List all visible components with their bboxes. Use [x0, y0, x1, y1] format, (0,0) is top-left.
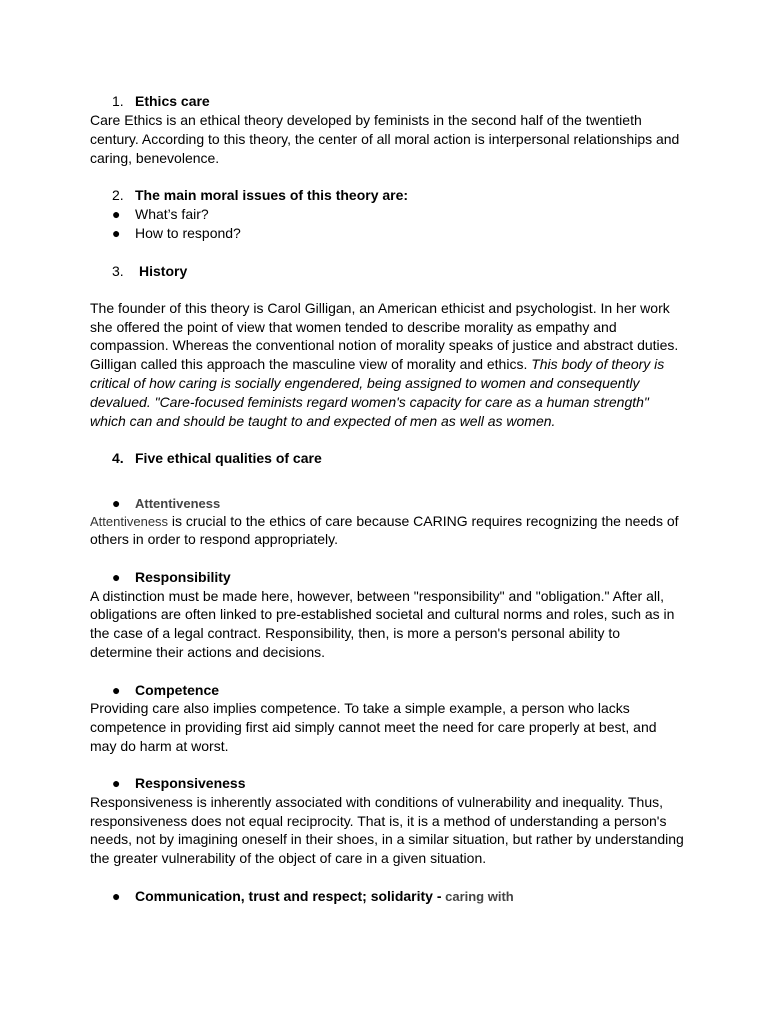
section-number: 2.	[112, 187, 124, 203]
section-title: Five ethical qualities of care	[135, 450, 322, 466]
paragraph-line: responsiveness does not equal reciprocity. That is, it is a method of understanding a person's	[90, 813, 667, 829]
quality-heading	[112, 774, 246, 792]
paragraph-line: determine their actions and decisions.	[90, 644, 326, 660]
list-item-text: What’s fair?	[135, 206, 209, 222]
paragraph-line: Providing care also implies competence. To take a simple example, a person who lacks	[90, 700, 630, 716]
quality-title: Responsibility	[135, 569, 231, 585]
paragraph-line: needs, not by imagining oneself in their shoes, in a similar situation, but rather by understanding	[90, 831, 684, 847]
italic-quote-line: which can and should be taught to and expected of men as well as women.	[90, 413, 556, 429]
quality-heading	[112, 568, 231, 586]
bullet-icon: ●	[112, 682, 121, 698]
bullet-icon: ●	[112, 206, 121, 222]
quality-heading	[112, 887, 514, 906]
paragraph-line: the case of a legal contract. Responsibility, then, is more a person's personal ability to	[90, 625, 621, 641]
section-number: 1.	[112, 93, 124, 109]
quality-title: Communication, trust and respect; solidarity -	[135, 888, 442, 904]
bullet-icon: ●	[112, 775, 121, 791]
paragraph-line: competence in providing first aid simply cannot meet the need for care properly at best, and	[90, 719, 657, 735]
paragraph-line: may do harm at worst.	[90, 738, 229, 754]
quality-title-tail: caring with	[441, 889, 514, 904]
bullet-icon: ●	[112, 888, 121, 904]
section-1-heading	[112, 92, 210, 110]
section-title: Ethics care	[135, 93, 210, 109]
paragraph-line: A distinction must be made here, however, between "responsibility" and "obligation." After all,	[90, 588, 664, 604]
section-2-heading	[112, 186, 408, 204]
paragraph-line: The founder of this theory is Carol Gilligan, an American ethicist and psychologist. In her work	[90, 300, 670, 316]
section-title: The main moral issues of this theory are:	[135, 187, 409, 203]
paragraph-line: compassion. Whereas the conventional notion of morality speaks of justice and abstract duties.	[90, 337, 679, 353]
quality-heading	[112, 494, 220, 513]
paragraph-line: Responsiveness is inherently associated with conditions of vulnerability and inequality. Thus,	[90, 794, 664, 810]
quality-lead-term: Attentiveness	[90, 514, 169, 529]
list-item	[112, 224, 241, 242]
quality-title: Attentiveness	[135, 496, 221, 511]
paragraph-line: she offered the point of view that women tended to describe morality as empathy and	[90, 319, 617, 335]
paragraph-line	[90, 512, 679, 531]
paragraph-line: century. According to this theory, the center of all moral action is interpersonal relationships and	[90, 131, 680, 147]
paragraph-line: others in order to respond appropriately.	[90, 531, 338, 547]
paragraph-line: obligations are often linked to pre-established societal and cultural norms and roles, such as in	[90, 606, 675, 622]
paragraph-line: caring, benevolence.	[90, 150, 220, 166]
italic-quote-line: devalued. "Care-focused feminists regard women's capacity for care as a human strength"	[90, 394, 649, 410]
bullet-icon: ●	[112, 569, 121, 585]
list-item	[112, 205, 209, 223]
paragraph-line: the greater vulnerability of the object of care in a given situation.	[90, 850, 487, 866]
section-number: 4.	[112, 450, 124, 466]
paragraph-text: Gilligan called this approach the masculine view of morality and ethics.	[90, 356, 532, 372]
paragraph-line	[90, 355, 664, 373]
bullet-icon: ●	[112, 225, 121, 241]
section-number: 3.	[112, 263, 124, 279]
list-item-text: How to respond?	[135, 225, 241, 241]
bullet-icon: ●	[112, 495, 121, 511]
section-4-heading	[112, 449, 322, 467]
quality-title: Responsiveness	[135, 775, 246, 791]
section-title: History	[139, 263, 188, 279]
quality-title: Competence	[135, 682, 220, 698]
italic-quote-line: critical of how caring is socially engendered, being assigned to women and consequently	[90, 375, 640, 391]
italic-quote-text: This body of theory is	[531, 356, 665, 372]
quality-heading	[112, 681, 219, 699]
section-3-heading	[112, 262, 187, 280]
paragraph-line: Care Ethics is an ethical theory developed by feminists in the second half of the twentieth	[90, 112, 642, 128]
paragraph-text: is crucial to the ethics of care because CARING requires recognizing the needs of	[168, 513, 679, 529]
